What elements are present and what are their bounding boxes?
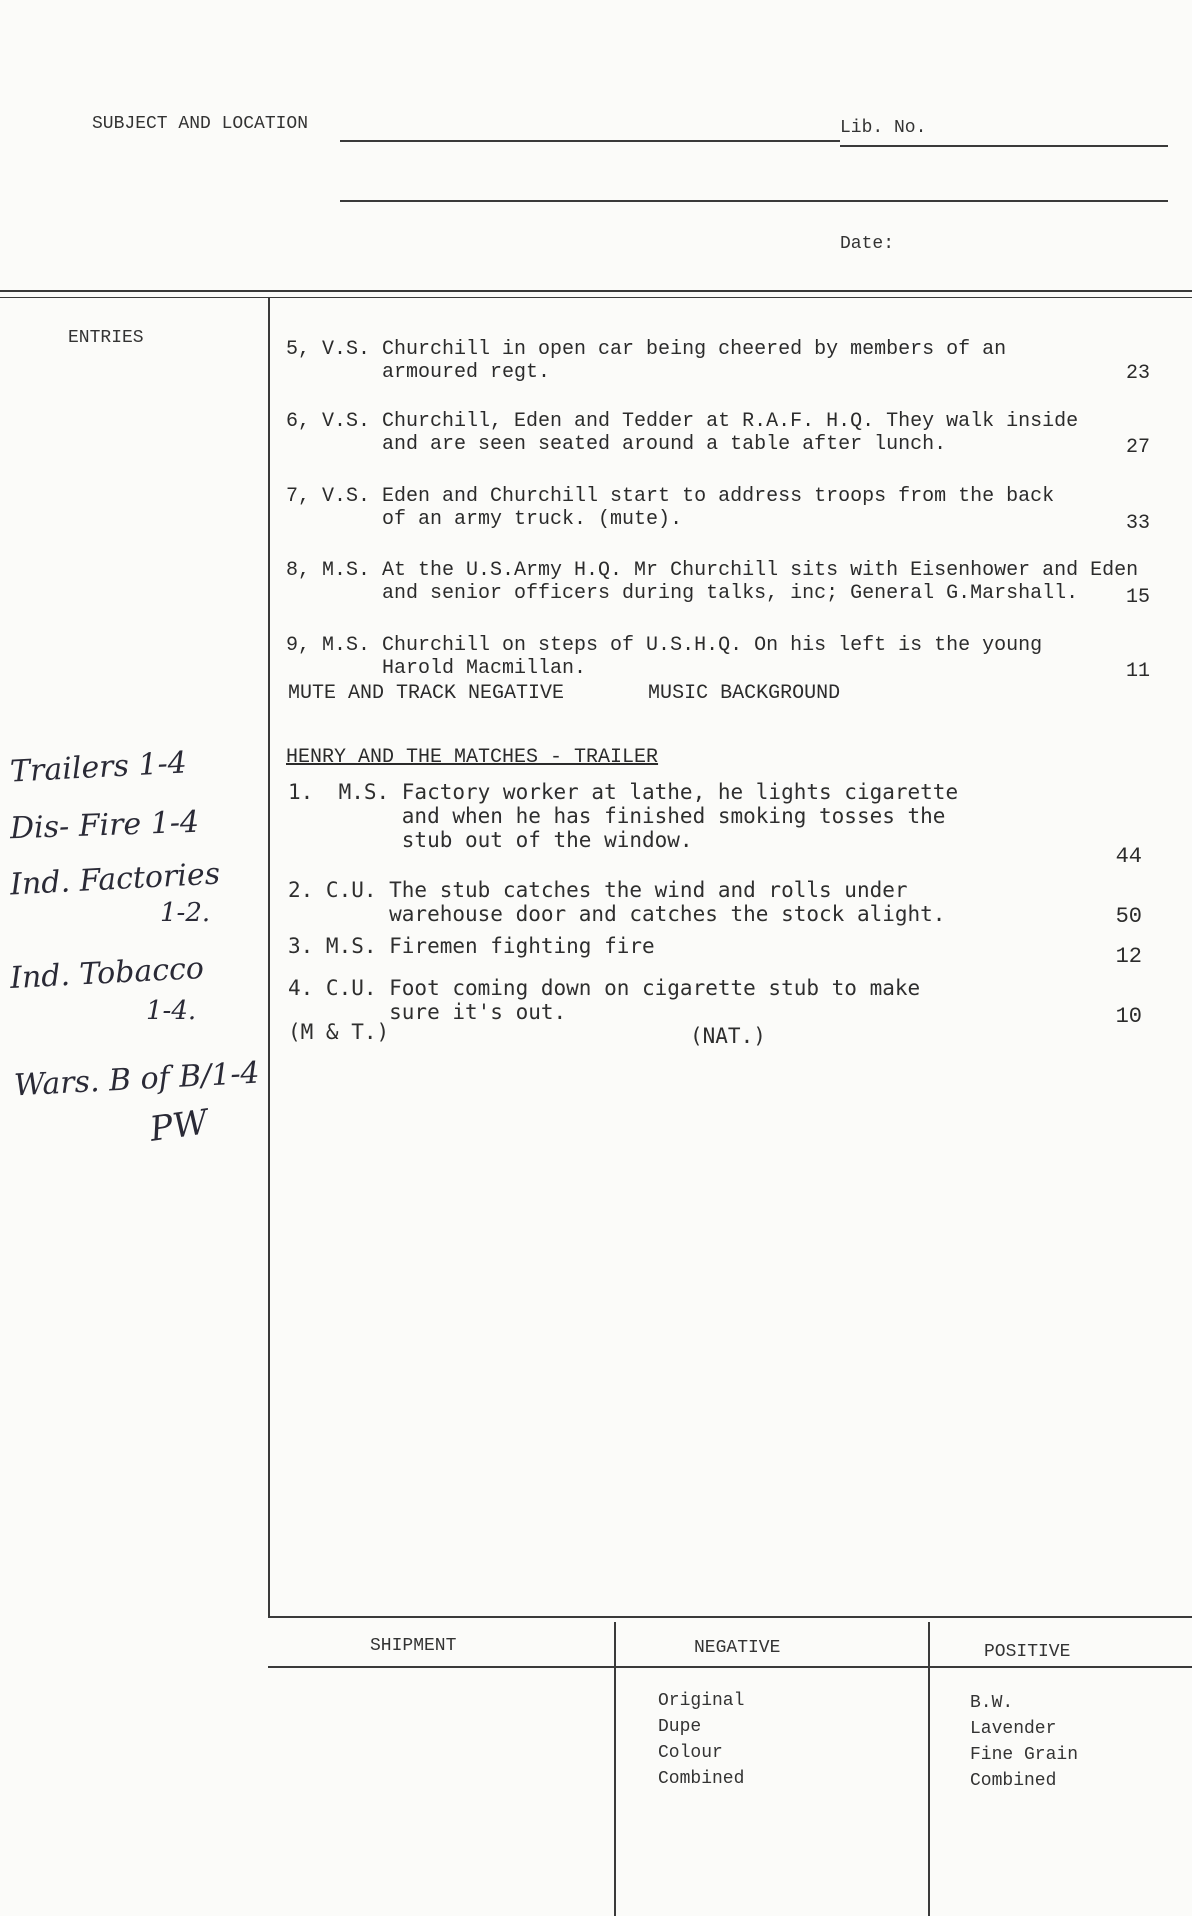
entry-8 (286, 559, 1138, 605)
entry-line: 5, V.S. Churchill in open car being cheered by members of an (286, 338, 1007, 361)
positive-item: Lavender (970, 1719, 1057, 1739)
handwritten-note: 1-4. (146, 996, 197, 1026)
trailer-line: sure it's out. (288, 1000, 567, 1024)
handwritten-note: Trailers 1-4 (9, 745, 188, 790)
negative-item: Original (658, 1691, 745, 1711)
table-col-rule (928, 1622, 930, 1916)
handwritten-note: Ind. Tobacco (9, 950, 205, 997)
lib-no-label: Lib. No. (840, 118, 927, 138)
entry-line: armoured regt. (286, 361, 551, 384)
shipment-header: SHIPMENT (370, 1636, 457, 1656)
trailer-line: 2. C.U. The stub catches the wind and rolls under (288, 878, 908, 902)
entry-number: 15 (1125, 586, 1150, 609)
trailer-item-1 (288, 780, 958, 852)
subject-line (340, 140, 840, 142)
entry-line: 9, M.S. Churchill on steps of U.S.H.Q. On his left is the young (286, 634, 1043, 657)
entry-7 (286, 485, 1054, 531)
header-divider-2 (0, 297, 1192, 298)
trailer-number: 10 (1115, 1004, 1142, 1029)
positive-item: Combined (970, 1771, 1057, 1791)
entry-line: and senior officers during talks, inc; General G.Marshall. (286, 582, 1079, 605)
handwritten-note: Dis- Fire 1-4 (9, 804, 200, 847)
entry-line: and are seen seated around a table after lunch. (286, 433, 947, 456)
negative-item: Combined (658, 1769, 745, 1789)
entry-number: 27 (1125, 436, 1150, 459)
trailer-number: 44 (1115, 844, 1142, 869)
subject-label: SUBJECT AND LOCATION (92, 114, 309, 134)
trailer-line: 3. M.S. Firemen fighting fire (288, 934, 655, 958)
trailer-item-2 (288, 878, 945, 926)
entries-column-rule (268, 298, 270, 1618)
positive-list (970, 1690, 1078, 1794)
entry-number: 33 (1125, 512, 1150, 535)
date-label: Date: (840, 234, 895, 254)
trailer-footer-left: (M & T.) (288, 1020, 390, 1044)
trailer-item-3 (288, 934, 655, 958)
handwritten-note: 1-2. (160, 898, 211, 928)
entry-line: of an army truck. (mute). (286, 508, 683, 531)
trailer-number: 50 (1115, 904, 1142, 929)
entry-line: 7, V.S. Eden and Churchill start to address troops from the back (286, 485, 1055, 508)
handwritten-initials: PW (147, 1102, 211, 1150)
positive-item: Fine Grain (970, 1745, 1079, 1765)
entry-line: 6, V.S. Churchill, Eden and Tedder at R.A.F. H.Q. They walk inside (286, 410, 1079, 433)
trailer-line: 4. C.U. Foot coming down on cigarette stub to make (288, 976, 921, 1000)
table-col-rule (614, 1622, 616, 1916)
trailer-title: HENRY AND THE MATCHES - TRAILER (286, 746, 659, 769)
subject-line-2 (340, 200, 1168, 202)
entry-6 (286, 410, 1078, 456)
header-divider (0, 290, 1192, 292)
mute-line: MUTE AND TRACK NEGATIVE MUSIC BACKGROUND (288, 682, 841, 705)
negative-header: NEGATIVE (694, 1638, 781, 1658)
handwritten-note: Ind. Factories (9, 856, 221, 903)
table-top-rule (268, 1616, 1192, 1618)
entry-5 (286, 338, 1006, 384)
negative-item: Colour (658, 1743, 723, 1763)
negative-list (658, 1688, 744, 1792)
handwritten-note: Wars. B of B/1-4 (13, 1055, 261, 1104)
trailer-line: 1. M.S. Factory worker at lathe, he lights cigarette (288, 780, 959, 804)
trailer-line: and when he has finished smoking tosses the (288, 804, 946, 828)
positive-header: POSITIVE (984, 1642, 1071, 1662)
entry-number: 23 (1125, 362, 1150, 385)
entries-label: ENTRIES (68, 328, 144, 348)
table-header-rule (268, 1666, 1192, 1668)
negative-item: Dupe (658, 1717, 702, 1737)
trailer-line: warehouse door and catches the stock alight. (288, 902, 946, 926)
trailer-line: stub out of the window. (288, 828, 693, 852)
trailer-footer-right: (NAT.) (690, 1024, 766, 1048)
entry-9 (286, 634, 1042, 680)
entry-line: Harold Macmillan. (286, 657, 587, 680)
lib-no-line (840, 145, 1168, 147)
entry-number: 11 (1125, 660, 1150, 683)
entry-line: 8, M.S. At the U.S.Army H.Q. Mr Churchill sits with Eisenhower and Eden (286, 559, 1139, 582)
positive-item: B.W. (970, 1693, 1014, 1713)
trailer-item-4 (288, 976, 920, 1024)
trailer-number: 12 (1115, 944, 1142, 969)
